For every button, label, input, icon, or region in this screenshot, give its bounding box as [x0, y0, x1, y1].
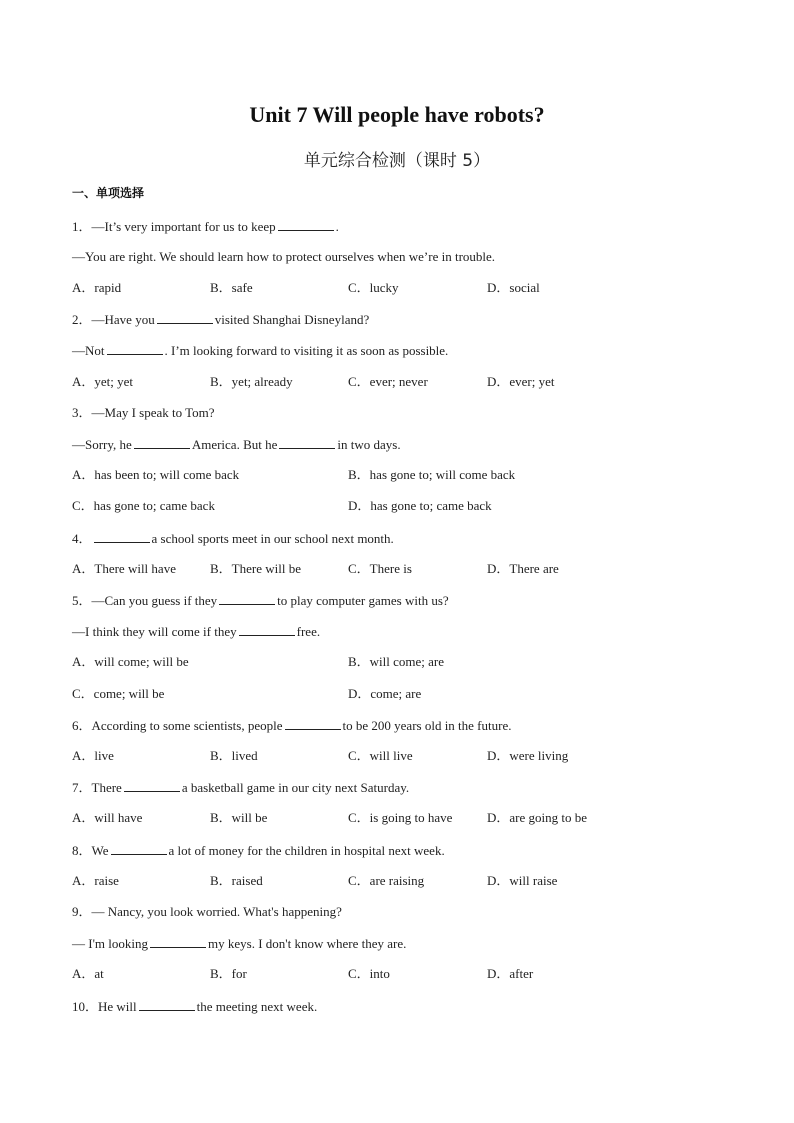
question-text: to be 200 years old in the future. — [342, 718, 512, 733]
option-c: C．come; will be — [72, 686, 165, 701]
question-text: —It’s very important for us to keep — [91, 219, 276, 234]
option-b: B．yet; already — [210, 374, 293, 389]
question-5 — [72, 592, 449, 609]
answer-blank — [139, 998, 195, 1011]
question-number: 3． — [72, 405, 92, 420]
option-a: A．rapid — [72, 280, 122, 295]
question-number: 6． — [72, 718, 92, 733]
option-b: B．raised — [210, 873, 263, 888]
option-c: C．lucky — [348, 280, 399, 295]
question-text: — I'm looking — [72, 936, 149, 951]
question-text: a school sports meet in our school next month. — [151, 531, 394, 546]
option-c: C．will live — [348, 748, 413, 763]
answer-blank — [107, 342, 163, 355]
question-number: 1． — [72, 219, 92, 234]
option-a: A．will have — [72, 810, 143, 825]
question-8 — [72, 842, 445, 859]
question-number: 7． — [72, 780, 92, 795]
answer-blank — [279, 436, 335, 449]
option-a: A．has been to; will come back — [72, 467, 240, 482]
option-d: D．were living — [487, 748, 569, 763]
option-d: D．will raise — [487, 873, 558, 888]
answer-blank — [124, 779, 180, 792]
option-b: B．safe — [210, 280, 253, 295]
question-2-line-2 — [72, 342, 448, 359]
option-b: B．for — [210, 966, 247, 981]
answer-blank — [94, 530, 150, 543]
option-a: A．will come; will be — [72, 654, 189, 669]
option-a: A．There will have — [72, 561, 176, 576]
answer-blank — [285, 717, 341, 730]
option-a: A．at — [72, 966, 104, 981]
question-text: —I think they will come if they — [72, 624, 237, 639]
page-subtitle: 单元综合检测（课时 5） — [303, 151, 491, 171]
question-text: According to some scientists, people — [91, 718, 283, 733]
question-6 — [72, 717, 511, 734]
question-text: There — [91, 780, 122, 795]
question-text: in two days. — [337, 437, 401, 452]
question-9-line-2 — [72, 935, 406, 952]
option-d: D．after — [487, 966, 534, 981]
option-c: C．has gone to; came back — [72, 498, 215, 513]
answer-blank — [111, 842, 167, 855]
section-heading: 一、单项选择 — [72, 186, 145, 200]
question-text: —Have you — [91, 312, 155, 327]
question-2 — [72, 311, 369, 328]
question-10 — [72, 998, 317, 1015]
question-text: a lot of money for the children in hospital next week. — [168, 843, 445, 858]
option-c: C．is going to have — [348, 810, 453, 825]
question-number: 8． — [72, 843, 92, 858]
question-number: 10． — [72, 999, 99, 1014]
option-c: C．There is — [348, 561, 412, 576]
option-c: C．into — [348, 966, 390, 981]
option-d: D．There are — [487, 561, 559, 576]
option-b: B．lived — [210, 748, 258, 763]
question-text: —May I speak to Tom? — [91, 405, 215, 420]
question-text: my keys. I don't know where they are. — [208, 936, 407, 951]
answer-blank — [219, 592, 275, 605]
option-b: B．will be — [210, 810, 268, 825]
option-d: D．are going to be — [487, 810, 588, 825]
question-1 — [72, 218, 339, 235]
answer-blank — [278, 218, 334, 231]
question-text: . I’m looking forward to visiting it as soon as possible. — [164, 343, 449, 358]
question-4 — [72, 530, 394, 547]
option-d: D．ever; yet — [487, 374, 555, 389]
answer-blank — [134, 436, 190, 449]
answer-blank — [239, 623, 295, 636]
question-text: a basketball game in our city next Saturday. — [181, 780, 410, 795]
question-9 — [72, 904, 342, 920]
question-text: —Sorry, he — [72, 437, 132, 452]
option-d: D．social — [487, 280, 540, 295]
question-text: —Can you guess if they — [91, 593, 218, 608]
option-a: A．live — [72, 748, 114, 763]
question-3-line-2 — [72, 436, 401, 453]
option-a: A．raise — [72, 873, 119, 888]
page-title: Unit 7 Will people have robots? — [249, 102, 545, 127]
question-text: — Nancy, you look worried. What's happening? — [91, 904, 342, 919]
question-text: visited Shanghai Disneyland? — [214, 312, 370, 327]
option-b: B．has gone to; will come back — [348, 467, 516, 482]
question-number: 5． — [72, 593, 92, 608]
option-d: D．has gone to; came back — [348, 498, 492, 513]
question-text: He will — [98, 999, 137, 1014]
question-3 — [72, 405, 215, 421]
question-text: We — [91, 843, 109, 858]
question-1-line-2: —You are right. We should learn how to protect ourselves when we’re in trouble. — [72, 249, 496, 264]
question-7 — [72, 779, 409, 796]
question-text: America. But he — [191, 437, 278, 452]
option-d: D．come; are — [348, 686, 422, 701]
answer-blank — [150, 935, 206, 948]
option-a: A．yet; yet — [72, 374, 134, 389]
question-text: . — [335, 219, 339, 234]
question-number: 9． — [72, 904, 92, 919]
option-b: B．There will be — [210, 561, 301, 576]
question-number: 4． — [72, 531, 92, 546]
option-c: C．are raising — [348, 873, 425, 888]
option-c: C．ever; never — [348, 374, 428, 389]
question-text: free. — [296, 624, 321, 639]
question-text: to play computer games with us? — [277, 593, 449, 608]
question-text: —Not — [72, 343, 105, 358]
question-number: 2． — [72, 312, 92, 327]
option-b: B．will come; are — [348, 654, 445, 669]
question-text: the meeting next week. — [196, 999, 318, 1014]
question-5-line-2 — [72, 623, 320, 640]
answer-blank — [157, 311, 213, 324]
